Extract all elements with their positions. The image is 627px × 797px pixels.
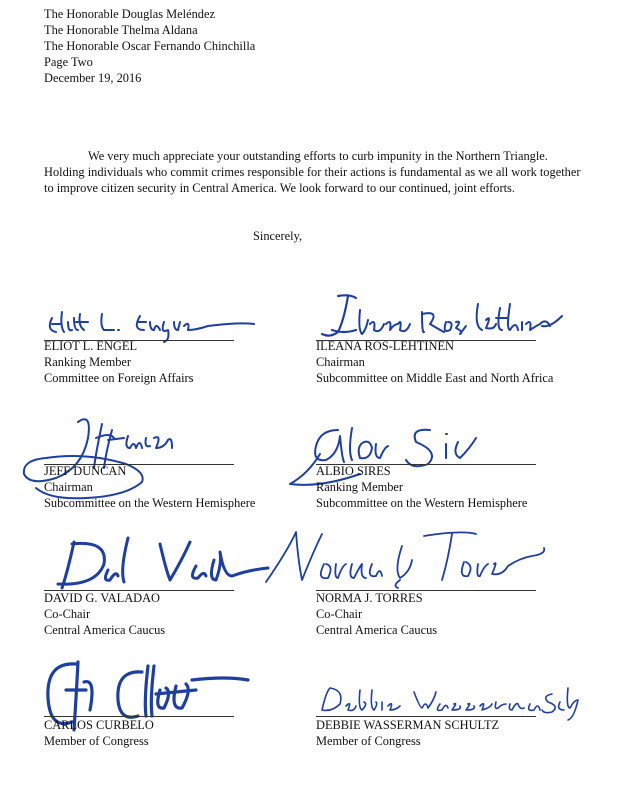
- signature-torres: [262, 520, 552, 600]
- signatory-committee: Central America Caucus: [316, 623, 438, 637]
- addressee-line: The Honorable Oscar Fernando Chinchilla: [44, 39, 256, 53]
- signatory-ros-lehtinen: [316, 338, 586, 386]
- body-paragraph: We very much appreciate your outstanding efforts to curb impunity in the Northern Triangle. Holding individuals who commit crimes responsible for their actions is fundamental as we all work together to improve citizen security in Central America. We look forward to our continued, joint efforts.: [44, 149, 581, 196]
- signatory-name: ILEANA ROS-LEHTINEN: [316, 339, 454, 353]
- signatory-name: DAVID G. VALADAO: [44, 591, 160, 605]
- signatory-title: Chairman: [44, 480, 93, 494]
- addressee-line: The Honorable Douglas Meléndez: [44, 7, 216, 21]
- signatory-sires: [316, 463, 586, 511]
- signatory-title: Member of Congress: [316, 734, 421, 748]
- signatory-engel: [44, 338, 314, 386]
- signatory-wasserman-schultz: [316, 717, 586, 749]
- signatory-committee: Subcommittee on the Western Hemisphere: [316, 496, 528, 510]
- address-block: [44, 6, 255, 86]
- signatory-title: Co-Chair: [316, 607, 363, 621]
- signatory-name: NORMA J. TORRES: [316, 591, 423, 605]
- signatory-committee: Central America Caucus: [44, 623, 166, 637]
- signatory-title: Chairman: [316, 355, 365, 369]
- addressee-line: The Honorable Thelma Aldana: [44, 23, 198, 37]
- signatory-title: Member of Congress: [44, 734, 149, 748]
- signatory-name: JEFF DUNCAN: [44, 464, 127, 478]
- signatory-committee: Subcommittee on Middle East and North Africa: [316, 371, 554, 385]
- signatory-committee: Committee on Foreign Affairs: [44, 371, 194, 385]
- signatory-title: Co-Chair: [44, 607, 91, 621]
- signatory-committee: Subcommittee on the Western Hemisphere: [44, 496, 256, 510]
- signatory-name: DEBBIE WASSERMAN SCHULTZ: [316, 718, 500, 732]
- signature-ros-lehtinen: [310, 290, 570, 345]
- signatory-duncan: [44, 463, 314, 511]
- signatory-title: Ranking Member: [316, 480, 404, 494]
- signatory-curbelo: [44, 717, 314, 749]
- signatory-name: ALBIO SIRES: [316, 464, 391, 478]
- letter-date: December 19, 2016: [44, 71, 142, 85]
- signatory-title: Ranking Member: [44, 355, 132, 369]
- signatory-name: CARLOS CURBELO: [44, 718, 154, 732]
- signatory-torres: [316, 590, 586, 638]
- signatory-name: ELIOT L. ENGEL: [44, 339, 138, 353]
- page-label: Page Two: [44, 55, 93, 69]
- closing: Sincerely,: [253, 229, 303, 243]
